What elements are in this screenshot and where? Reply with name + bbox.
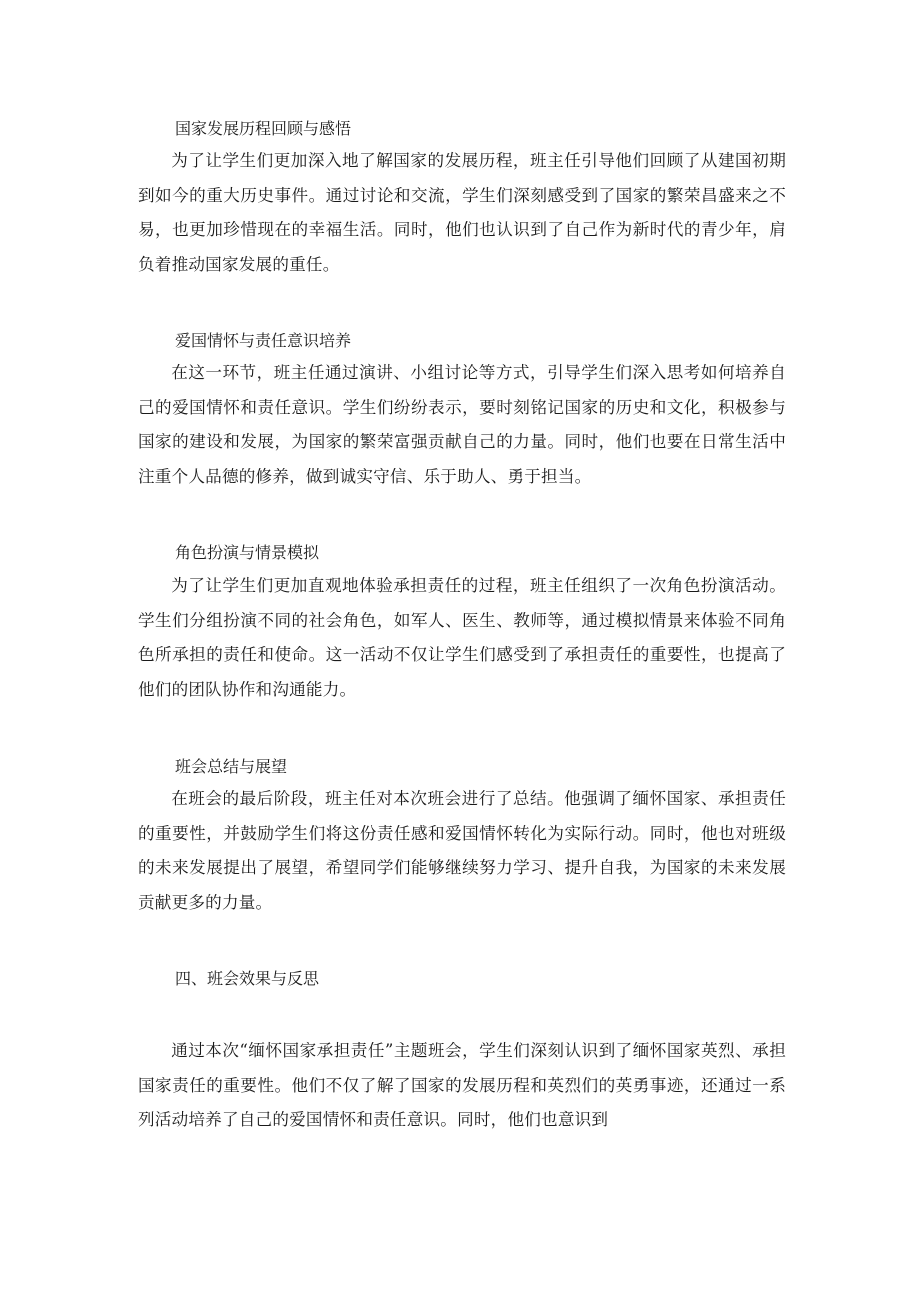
section-body: 在这一环节，班主任通过演讲、小组讨论等方式，引导学生们深入思考如何培养自己的爱国情怀和责任意识。学生们纷纷表示，要时刻铭记国家的历史和文化，积极参与国家的建设和发展，为国家的繁荣富强贡献自己的力量。同时，他们也要在日常生活中注重个人品德的修养，做到诚实守信、乐于助人、勇于担当。 — [138, 363, 786, 486]
section-heading: 国家发展历程回顾与感悟 — [175, 119, 352, 138]
section-heading: 四、班会效果与反思 — [175, 969, 320, 988]
section-body: 为了让学生们更加直观地体验承担责任的过程，班主任组织了一次角色扮演活动。学生们分组扮演不同的社会角色，如军人、医生、教师等，通过模拟情景来体验不同角色所承担的责任和使命。这一活动不仅让学生们感受到了承担责任的重要性，也提高了他们的团队协作和沟通能力。 — [138, 576, 786, 699]
section-body: 在班会的最后阶段，班主任对本次班会进行了总结。他强调了缅怀国家、承担责任的重要性，并鼓励学生们将这份责任感和爱国情怀转化为实际行动。同时，他也对班级的未来发展提出了展望，希望同学们能够继续努力学习、提升自我，为国家的未来发展贡献更多的力量。 — [138, 789, 786, 912]
section-heading: 爱国情怀与责任意识培养 — [175, 331, 352, 350]
section-heading: 角色扮演与情景模拟 — [175, 543, 320, 562]
section-heading: 班会总结与展望 — [175, 757, 288, 776]
section-body: 通过本次“缅怀国家承担责任”主题班会，学生们深刻认识到了缅怀国家英烈、承担国家责任的重要性。他们不仅了解了国家的发展历程和英烈们的英勇事迹，还通过一系列活动培养了自己的爱国情怀和责任意识。同时，他们也意识到 — [138, 1041, 786, 1129]
section-body: 为了让学生们更加深入地了解国家的发展历程，班主任引导他们回顾了从建国初期到如今的重大历史事件。通过讨论和交流，学生们深刻感受到了国家的繁荣昌盛来之不易，也更加珍惜现在的幸福生活。同时，他们也认识到了自己作为新时代的青少年，肩负着推动国家发展的重任。 — [138, 151, 786, 274]
